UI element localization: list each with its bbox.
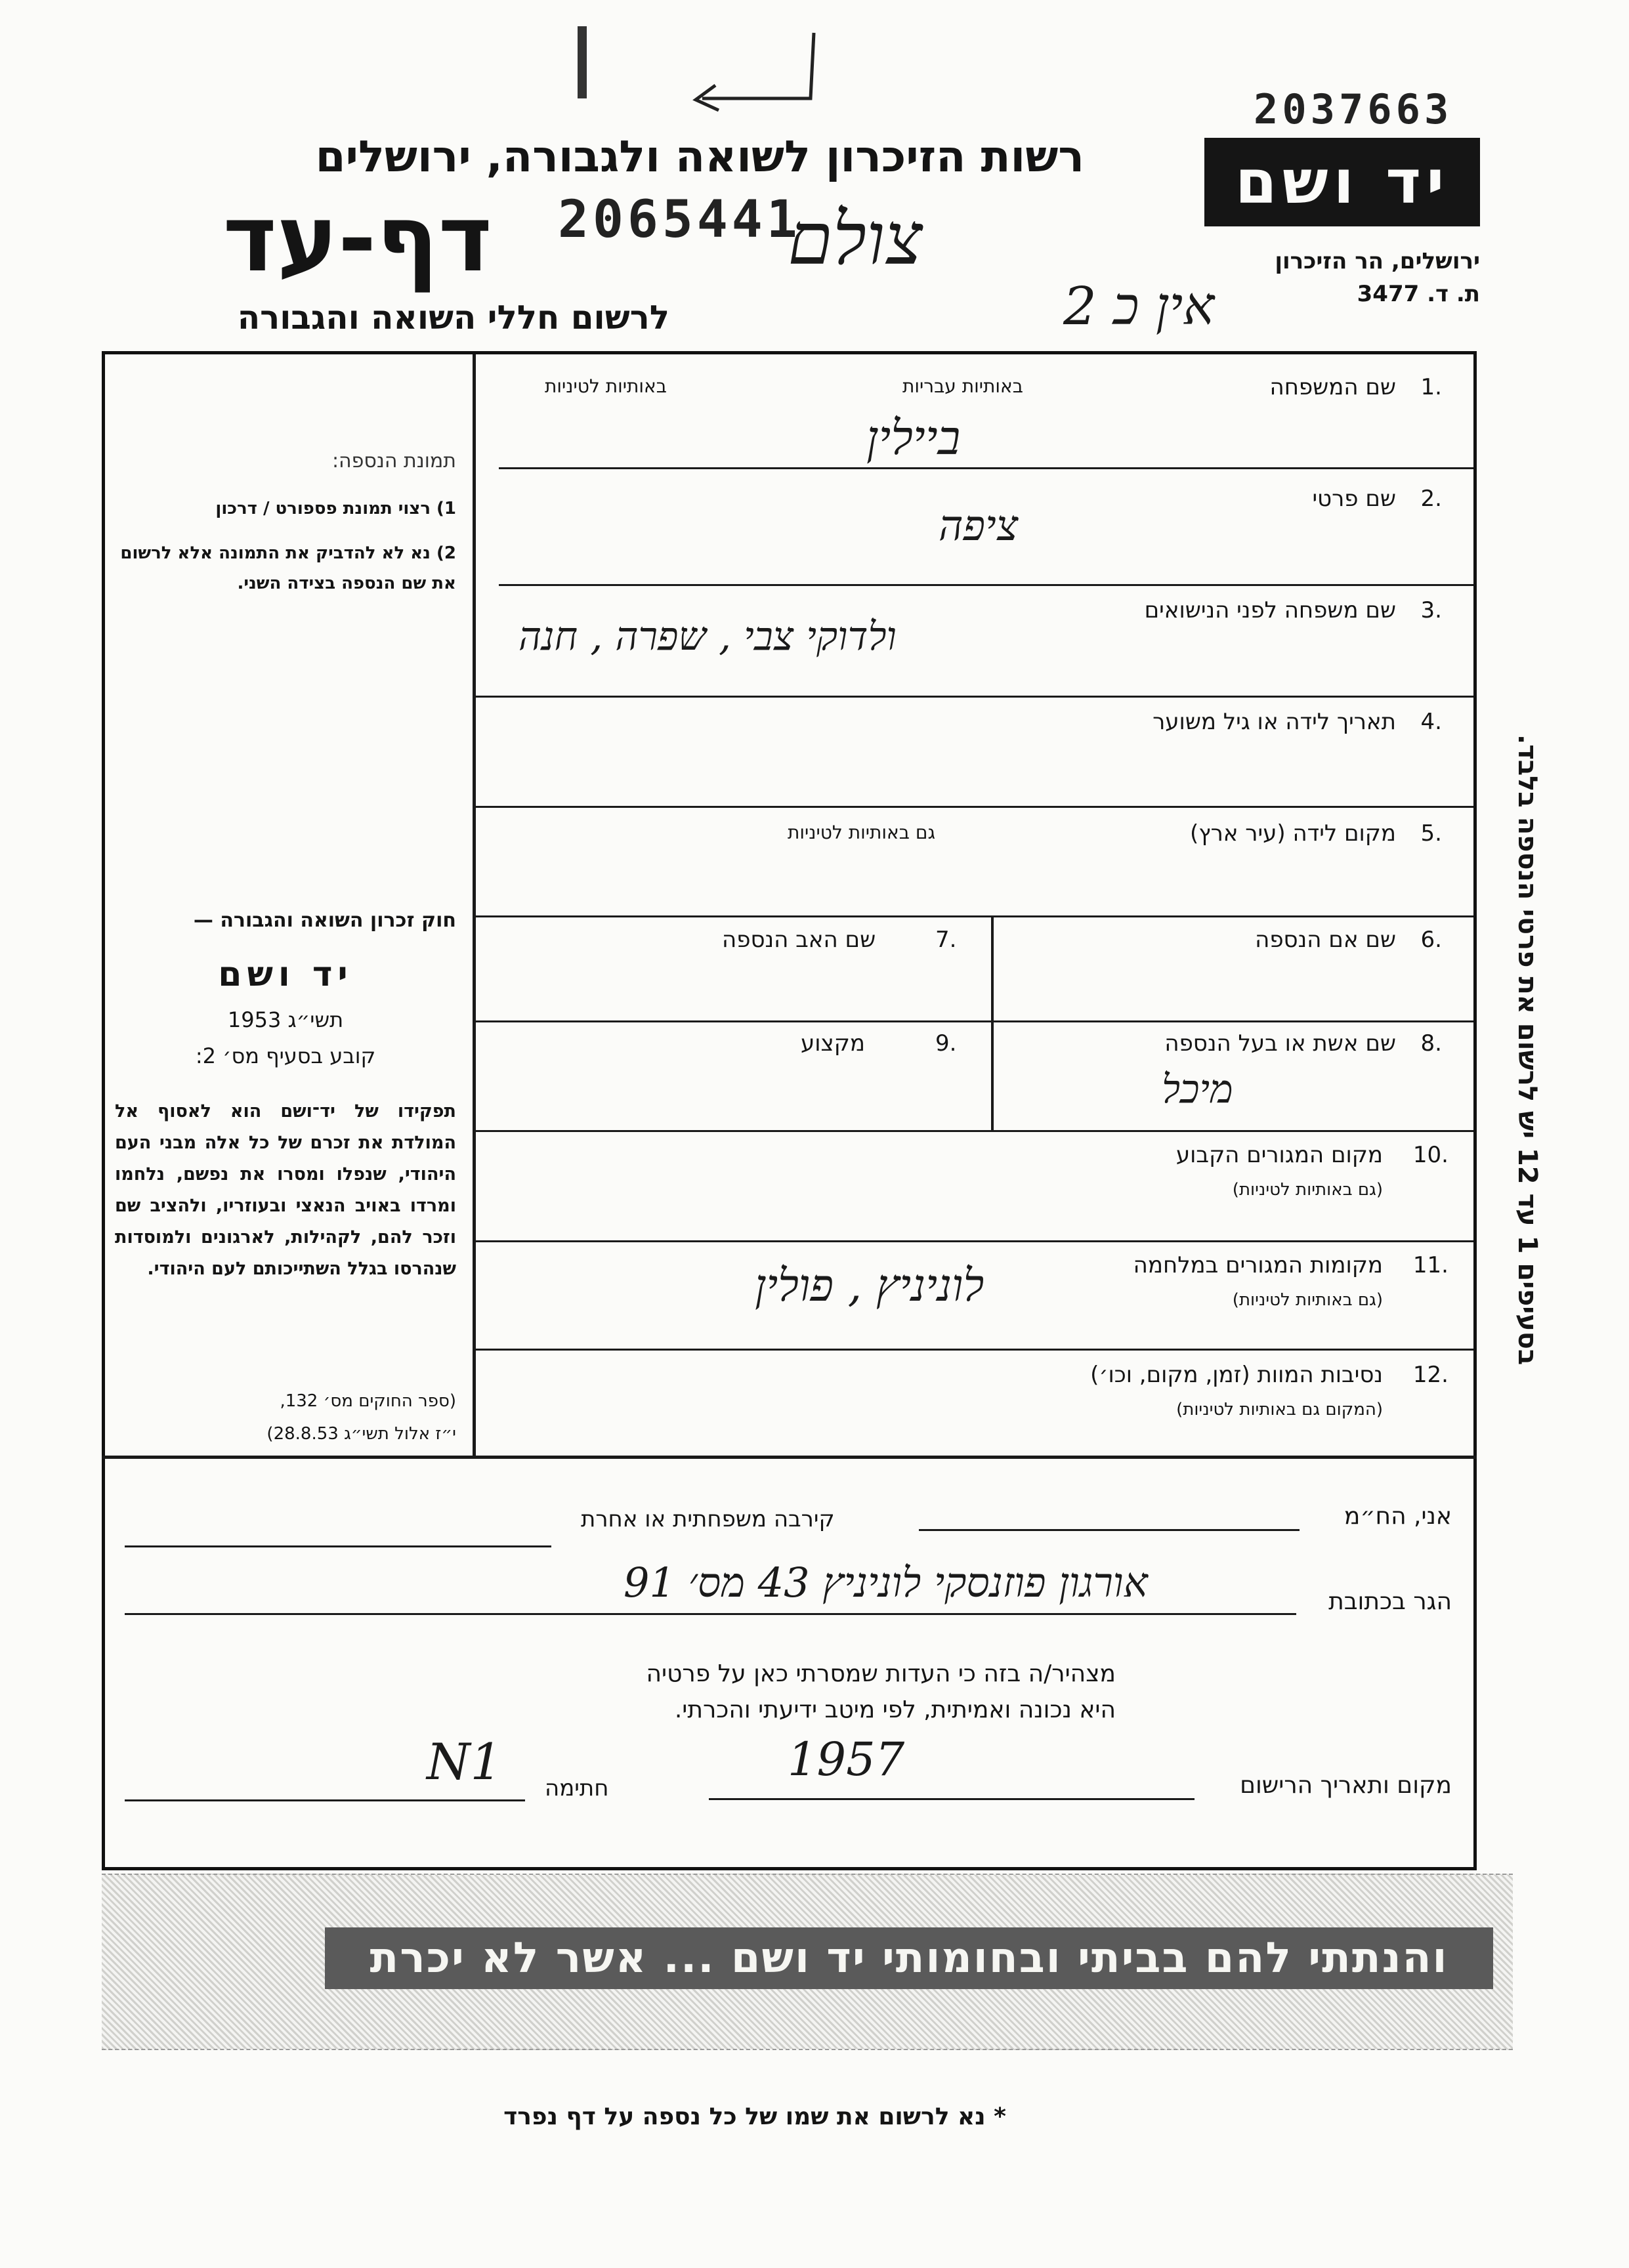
- side-note: בסעיפים 1 עד 12 יש לרשום את פרטי הנספה בלבד.: [1512, 734, 1542, 1366]
- form-subtitle: לרשום חללי השואה והגבורה: [237, 299, 669, 337]
- declaration-statement-2: היא נכונה ואמיתית, לפי מיטב ידיעתי והכרתי.: [674, 1696, 1116, 1723]
- field-7-number: 7.: [935, 927, 957, 953]
- field-7-label: שם האב הנספה: [722, 927, 876, 953]
- field-9-number: 9.: [935, 1030, 957, 1057]
- declaration-place-date-label: מקום ותאריך הרישום: [1240, 1772, 1452, 1799]
- logo-text: יד ושם: [1235, 147, 1450, 217]
- declaration-statement-1: מצהיר/ה בזה כי העדות שמסרתי כאן על פרטיה: [646, 1660, 1116, 1687]
- field-6-number: 6.: [1420, 927, 1442, 953]
- field-1-value[interactable]: ביילין: [866, 410, 961, 465]
- declaration-signature-value[interactable]: N1: [427, 1732, 502, 1791]
- memorial-banner: [102, 1874, 1513, 2050]
- field-2-label: שם פרטי: [1312, 486, 1396, 512]
- ink-mark: [578, 26, 587, 98]
- field-3-value[interactable]: ולדוקי צבי , שפרה , חנה: [518, 614, 897, 660]
- field-4-number: 4.: [1420, 709, 1442, 735]
- field-11-number: 11.: [1412, 1252, 1449, 1278]
- field-11-label: מקומות המגורים במלחמה: [1133, 1252, 1383, 1278]
- field-10-hint: (גם באותיות לטיניות): [1232, 1180, 1383, 1200]
- logo-pobox: ת. ד. 3477: [1357, 281, 1480, 307]
- field-12-label: נסיבות המוות (זמן, מקום, וכו׳): [1090, 1362, 1383, 1388]
- law-body: תפקידו של יד־ושם הוא לאסוף אל המולדת את זכרם של כל אלה מבני העם היהודי, שנפלו ומסרו את נפשם, נלחמו ומרדו באויב הנאצי ובעוזריו, ולהציב שם וזכר להם, לקהילות, לארגונים ולמוסדות שנהרסו בגלל השתייכותם לעם היהודי.: [115, 1101, 456, 1279]
- handwritten-note: אין כ 2: [1063, 276, 1215, 337]
- photo-instruction-1: 1) רצוי תמונת פספורט / דרכון: [215, 499, 456, 518]
- photo-instruction-2: 2) נא לא להדביק את התמונה אלא לרשום את שם הנספה בצידה השני.: [120, 543, 456, 593]
- law-line-4: קובע בסעיף מס׳ 2:: [195, 1043, 376, 1068]
- field-1-number: 1.: [1420, 374, 1442, 400]
- row-sep-6: [476, 1020, 1473, 1022]
- row-sep-10: [102, 1456, 1477, 1459]
- footer-note: * נא לרשום את שמו של כל נספה על דף נפרד: [503, 2103, 1006, 2130]
- field-10-label: מקום המגורים הקבוע: [1175, 1142, 1383, 1168]
- field-8-label: שם אשת או בעל הנספה: [1164, 1030, 1396, 1057]
- row-sep-4: [476, 806, 1473, 808]
- law-ref-1: (ספר החוקים מס׳ 132,: [280, 1391, 456, 1411]
- row-sep-8: [476, 1240, 1473, 1242]
- handwritten-arrow: [676, 26, 820, 112]
- field-3-label: שם משפחה לפני הנישואים: [1144, 597, 1396, 623]
- law-line-2: יד ושם: [218, 955, 353, 994]
- field-6-label: שם אם הנספה: [1255, 927, 1396, 953]
- declaration-i-label: אני, הח״מ: [1343, 1503, 1452, 1530]
- field-8-value[interactable]: מיכל: [1162, 1066, 1233, 1112]
- row-sep-3: [476, 696, 1473, 698]
- declaration-relation-label: קירבה משפחתית או אחרת: [581, 1506, 835, 1532]
- logo-address: ירושלים, הר הזיכרון: [1275, 248, 1480, 274]
- field-9-label: מקצוע: [801, 1030, 865, 1057]
- organization-title: רשות הזיכרון לשואה ולגבורה, ירושלים: [315, 131, 1084, 182]
- field-3-number: 3.: [1420, 597, 1442, 623]
- declaration-address-value[interactable]: אורגון פוזנסקי לוניניץ 43 מס׳ 91: [624, 1559, 1148, 1606]
- yad-vashem-logo: [1204, 138, 1480, 226]
- row-sep-1: [499, 467, 1473, 469]
- field-8-number: 8.: [1420, 1030, 1442, 1057]
- field-5-number: 5.: [1420, 820, 1442, 847]
- declaration-signature-line: [125, 1799, 525, 1801]
- declaration-address-label: הגר בכתובת: [1328, 1588, 1452, 1615]
- declaration-address-line: [125, 1613, 1296, 1615]
- declaration-signature-label: חתימה: [545, 1775, 609, 1801]
- split-divider: [991, 915, 994, 1130]
- field-10-number: 10.: [1412, 1142, 1449, 1168]
- serial-number-stamp: 2065441: [558, 190, 801, 249]
- field-1-col-hebrew: באותיות עבריות: [902, 375, 1023, 397]
- declaration-date-value[interactable]: 1957: [788, 1732, 905, 1786]
- law-line-3: תשי״ג 1953: [227, 1007, 344, 1032]
- handwritten-surname: צולם: [788, 197, 923, 281]
- row-sep-9: [476, 1349, 1473, 1351]
- declaration-name-line: [919, 1529, 1300, 1531]
- field-4-label: תאריך לידה או גיל משוער: [1153, 709, 1396, 735]
- law-ref-2: י״ז אלול תשי״ג 28.8.53): [266, 1424, 456, 1444]
- field-12-number: 12.: [1412, 1362, 1449, 1388]
- field-1-col-latin: באותיות לטיניות: [545, 375, 667, 397]
- declaration-date-line: [709, 1798, 1195, 1800]
- top-serial-number: 2037663: [1254, 85, 1453, 133]
- row-sep-5: [476, 915, 1473, 917]
- field-11-hint: (גם באותיות לטיניות): [1232, 1290, 1383, 1310]
- row-sep-7: [476, 1130, 1473, 1132]
- law-line-1: חוק זכרון השואה והגבורה —: [193, 909, 456, 932]
- field-5-label: מקום לידה (עיר ארץ): [1189, 820, 1396, 847]
- banner-text: והנתתי להם בביתי ובחומותי יד ושם ... אשר לא יכרת: [325, 1927, 1493, 1989]
- field-2-value[interactable]: ציפה: [939, 502, 1019, 551]
- declaration-relation-line: [125, 1545, 551, 1547]
- form-title: דף-עד: [222, 186, 492, 293]
- left-column-divider: [473, 354, 476, 1457]
- field-12-hint: (המקום גם באותיות לטיניות): [1176, 1400, 1383, 1419]
- photo-heading: תמונת הנספה:: [331, 450, 456, 472]
- row-sep-2: [499, 584, 1473, 586]
- field-11-value[interactable]: לוניניץ , פולין: [755, 1260, 984, 1312]
- field-1-label: שם המשפחה: [1269, 374, 1396, 400]
- field-5-hint: גם באותיות לטיניות: [788, 822, 935, 843]
- field-2-number: 2.: [1420, 486, 1442, 512]
